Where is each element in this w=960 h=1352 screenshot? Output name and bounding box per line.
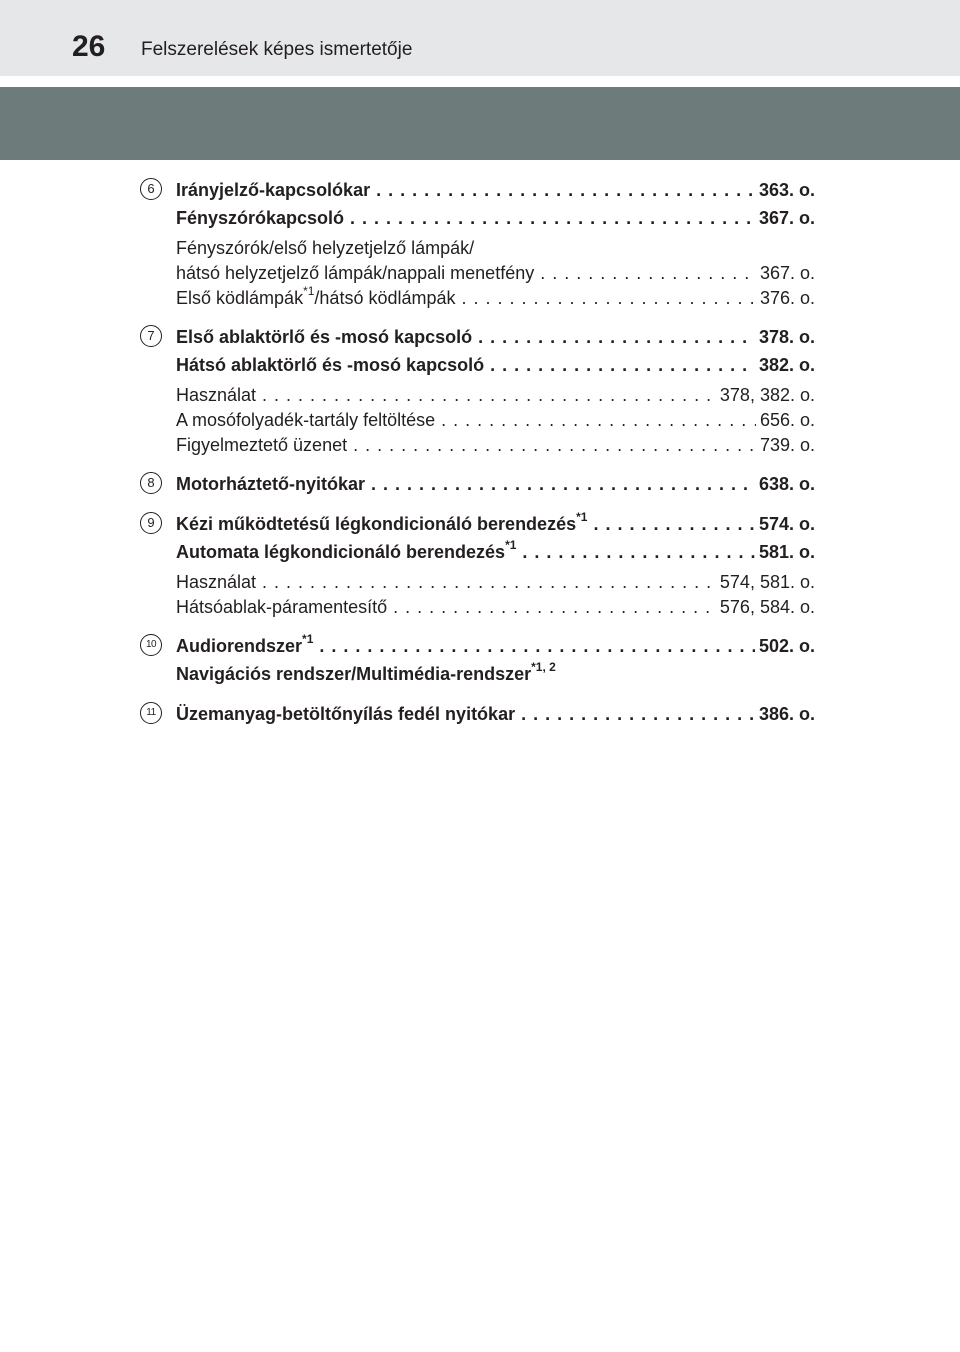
entry-label: [176, 351, 484, 379]
circled-number-icon: 11: [140, 702, 162, 724]
page-reference[interactable]: 638. o.: [758, 474, 815, 494]
footnote-marker: *1: [302, 632, 314, 646]
index-entry[interactable]: [176, 510, 815, 538]
dot-leader: [521, 700, 755, 728]
entry-label-text: Üzemanyag-betöltőnyílás fedél nyitókar: [176, 704, 516, 724]
entry-label: [176, 383, 256, 408]
header-band: [0, 0, 960, 76]
page-reference[interactable]: 576, 584. o.: [719, 597, 815, 617]
index-section: [140, 510, 815, 620]
footnote-marker: *1: [303, 284, 315, 298]
dot-leader: [350, 204, 755, 232]
dot-leader: [262, 570, 716, 595]
circled-number-icon: 7: [140, 325, 162, 347]
entry-label-text: Audiorendszer: [176, 636, 303, 656]
entry-label-text: /hátsó ködlámpák: [314, 288, 456, 308]
entry-label: [176, 538, 516, 566]
dot-leader: [490, 351, 755, 379]
entry-label: [176, 433, 347, 458]
dot-leader: [522, 538, 755, 566]
entry-label-text: Használat: [176, 385, 257, 405]
dot-leader: [462, 286, 756, 311]
index-list: [140, 176, 815, 740]
footnote-marker: *1, 2: [531, 660, 556, 674]
entry-label-text: Első ablaktörlő és -mosó kapcsoló: [176, 327, 473, 347]
entry-label: [176, 570, 256, 595]
dot-leader: [478, 323, 755, 351]
page-reference[interactable]: 382. o.: [758, 355, 815, 375]
entry-label: [176, 632, 313, 660]
entry-label-text: Automata légkondicionáló berendezés: [176, 542, 506, 562]
page-reference[interactable]: 574. o.: [758, 514, 815, 534]
entry-label: [176, 408, 435, 433]
index-subentry[interactable]: [176, 570, 815, 595]
index-section: [140, 700, 815, 728]
entry-label: [176, 700, 515, 728]
index-section: [140, 176, 815, 311]
entry-label-text: Első ködlámpák: [176, 288, 304, 308]
circled-number-icon: 9: [140, 512, 162, 534]
page-reference[interactable]: 581. o.: [758, 542, 815, 562]
dot-leader: [393, 595, 716, 620]
circled-number-icon: 6: [140, 178, 162, 200]
dot-leader: [262, 383, 716, 408]
page-reference[interactable]: 376. o.: [759, 288, 815, 308]
dot-leader: [593, 510, 755, 538]
dot-leader: [319, 632, 755, 660]
entry-label: [176, 323, 472, 351]
page-reference[interactable]: 386. o.: [758, 704, 815, 724]
index-subentry[interactable]: [176, 595, 815, 620]
dot-leader: [353, 433, 756, 458]
index-entry[interactable]: [176, 204, 815, 232]
page-title: Felszerelések képes ismertetője: [141, 39, 413, 60]
dot-leader: [441, 408, 756, 433]
page-reference[interactable]: 739. o.: [759, 435, 815, 455]
index-subentry[interactable]: [176, 286, 815, 311]
page-reference[interactable]: 502. o.: [758, 636, 815, 656]
page-reference[interactable]: 574, 581. o.: [719, 572, 815, 592]
footnote-marker: *1: [505, 538, 517, 552]
illustration-placeholder-bar: [0, 87, 960, 160]
entry-label-text: Fényszórókapcsoló: [176, 208, 345, 228]
page-reference[interactable]: 367. o.: [759, 263, 815, 283]
entry-label-text: Motorháztető-nyitókar: [176, 474, 365, 494]
entry-label: [176, 660, 556, 688]
page-reference[interactable]: 656. o.: [759, 410, 815, 430]
index-subentry[interactable]: [176, 408, 815, 433]
dot-leader: [540, 261, 756, 286]
footnote-marker: *1: [576, 510, 588, 524]
index-entry[interactable]: [176, 323, 815, 351]
page-reference[interactable]: 367. o.: [758, 208, 815, 228]
index-section: [140, 632, 815, 688]
entry-label: [176, 204, 344, 232]
index-subentry[interactable]: [176, 433, 815, 458]
index-entry[interactable]: [176, 351, 815, 379]
index-subentry[interactable]: [176, 236, 815, 261]
entry-label-text: Hátsóablak-páramentesítő: [176, 597, 388, 617]
entry-label: [176, 595, 387, 620]
entry-label-text: A mosófolyadék-tartály feltöltése: [176, 410, 436, 430]
entry-label: [176, 470, 365, 498]
entry-label-text: hátsó helyzetjelző lámpák/nappali menetfény: [176, 263, 535, 283]
entry-label: [176, 510, 587, 538]
entry-label-text: Hátsó ablaktörlő és -mosó kapcsoló: [176, 355, 485, 375]
dot-leader: [376, 176, 755, 204]
entry-label-text: Kézi működtetésű légkondicionáló berendezés: [176, 514, 577, 534]
index-entry[interactable]: [176, 176, 815, 204]
entry-label: [176, 176, 370, 204]
entry-label-text: Fényszórók/első helyzetjelző lámpák/: [176, 238, 475, 258]
entry-label: [176, 236, 474, 261]
page-reference[interactable]: 378. o.: [758, 327, 815, 347]
entry-label-text: Irányjelző-kapcsolókar: [176, 180, 371, 200]
page-number: 26: [72, 30, 106, 63]
index-subentry[interactable]: [176, 383, 815, 408]
index-subentry[interactable]: [176, 261, 815, 286]
entry-label: [176, 261, 534, 286]
index-entry[interactable]: [176, 632, 815, 660]
index-section: [140, 470, 815, 498]
entry-label-text: Figyelmeztető üzenet: [176, 435, 348, 455]
dot-leader: [371, 470, 755, 498]
index-section: [140, 323, 815, 458]
circled-number-icon: 8: [140, 472, 162, 494]
index-entry[interactable]: [176, 700, 815, 728]
page-reference[interactable]: 363. o.: [758, 180, 815, 200]
circled-number-icon: 10: [140, 634, 162, 656]
entry-label-text: Használat: [176, 572, 257, 592]
entry-label: [176, 286, 456, 311]
index-entry[interactable]: [176, 660, 815, 688]
index-entry[interactable]: [176, 470, 815, 498]
entry-label-text: Navigációs rendszer/Multimédia-rendszer: [176, 664, 532, 684]
index-entry[interactable]: [176, 538, 815, 566]
page-reference[interactable]: 378, 382. o.: [719, 385, 815, 405]
